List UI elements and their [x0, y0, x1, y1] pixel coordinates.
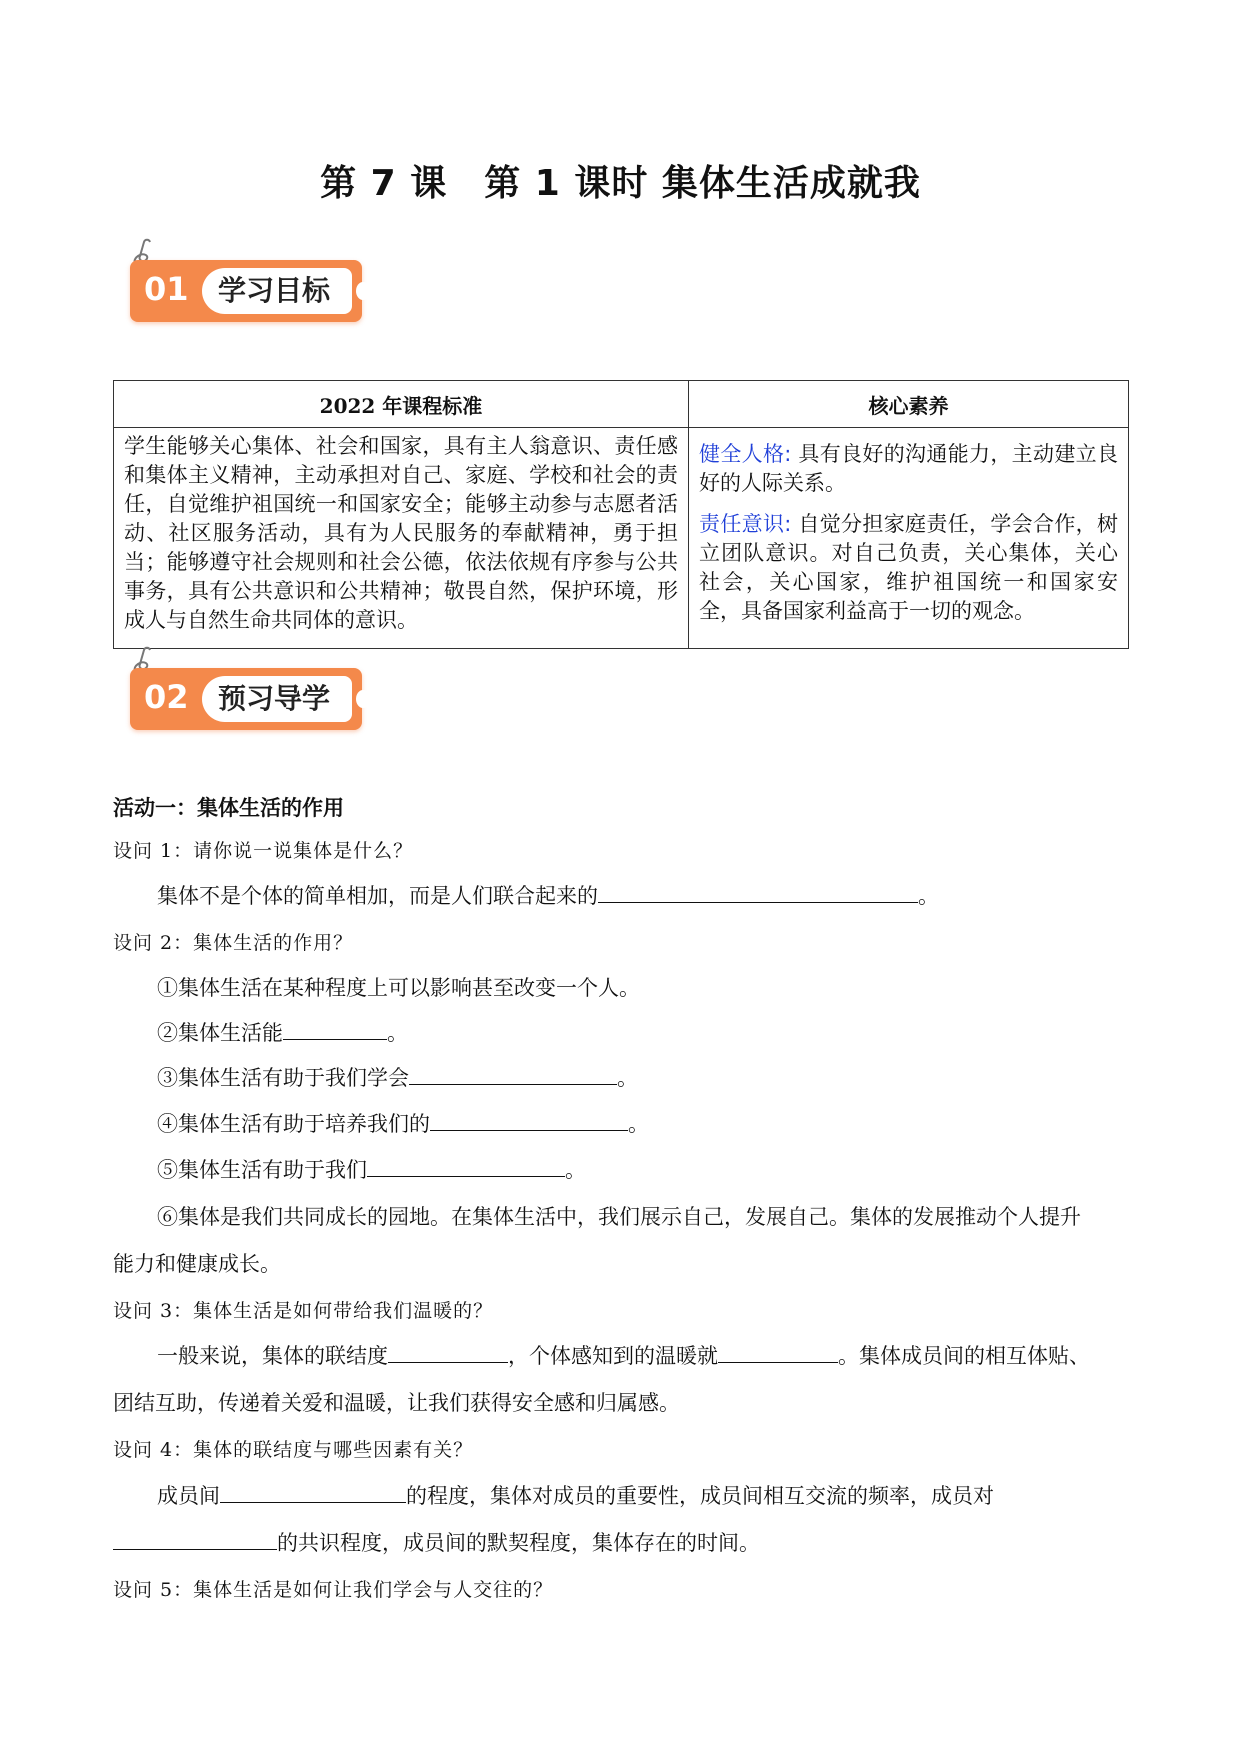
fill-blank [718, 1342, 838, 1363]
answer-text: ④集体生活有助于培养我们的 [157, 1112, 430, 1136]
answer-text: 。 [387, 1021, 408, 1045]
question-3: 设问 3：集体生活是如何带给我们温暖的？ [113, 1300, 494, 1322]
answer-2-6-line1: ⑥集体是我们共同成长的园地。在集体生活中，我们展示自己，发展自己。集体的发展推动个人提升 [157, 1205, 1081, 1229]
section-number: 01 [144, 270, 189, 308]
answer-2-2 [157, 1017, 408, 1047]
answer-2-4 [157, 1108, 649, 1138]
badge-notch [356, 690, 370, 708]
core-literacy-cell [689, 428, 1129, 649]
core-item [699, 440, 1118, 498]
answer-2-5 [157, 1154, 586, 1184]
answer-4-line1 [157, 1480, 994, 1510]
answer-text: 。 [628, 1112, 649, 1136]
question-1: 设问 1：请你说一说集体是什么？ [113, 840, 414, 862]
core-item [699, 510, 1118, 626]
answer-3-line2: 团结互助，传递着关爱和温暖，让我们获得安全感和归属感。 [113, 1391, 680, 1415]
answer-2-3 [157, 1062, 638, 1092]
curriculum-table [113, 380, 1129, 649]
section-badge-box [130, 668, 362, 730]
fill-blank [113, 1529, 277, 1550]
answer-text: 的程度，集体对成员的重要性，成员间相互交流的频率，成员对 [406, 1484, 994, 1508]
page-title: 第 7 课 第 1 课时 集体生活成就我 [320, 163, 921, 204]
fill-blank [409, 1064, 617, 1085]
fill-blank [388, 1342, 508, 1363]
answer-4-line2 [113, 1527, 760, 1557]
table-header-core: 核心素养 [689, 381, 1129, 428]
core-term: 健全人格: [699, 442, 792, 466]
answer-text: 成员间 [157, 1484, 220, 1508]
fill-blank [220, 1482, 406, 1503]
answer-text: 一般来说，集体的联结度 [157, 1344, 388, 1368]
answer-text: ⑤集体生活有助于我们 [157, 1158, 367, 1182]
answer-3-line1 [157, 1340, 1090, 1370]
answer-text: 。 [918, 884, 939, 908]
table-header-standard: 2022 年课程标准 [114, 381, 689, 428]
core-text: 具有良好的沟通能力，主动建立良好的人际关系。 [699, 442, 1118, 495]
activity-heading: 活动一：集体生活的作用 [113, 796, 344, 820]
answer-text: 的共识程度，成员间的默契程度，集体存在的时间。 [277, 1531, 760, 1555]
answer-text: 。 [617, 1066, 638, 1090]
answer-text: ②集体生活能 [157, 1021, 283, 1045]
answer-text: ，个体感知到的温暖就 [508, 1344, 718, 1368]
answer-1 [157, 880, 939, 910]
standard-text: 学生能够关心集体、社会和国家，具有主人翁意识、责任感和集体主义精神，主动承担对自己、家庭、学校和社会的责任，自觉维护祖国统一和国家安全；能够主动参与志愿者活动、社区服务活动，具有为人民服务的奉献精神，勇于担当；能够遵守社会规则和社会公德，依法依规有序参与公共事务，具有公共意识和公共精神；敬畏自然，保护环境，形成人与自然生命共同体的意识。 [114, 428, 689, 649]
question-5: 设问 5：集体生活是如何让我们学会与人交往的？ [113, 1579, 554, 1601]
section-number: 02 [144, 678, 189, 716]
answer-text: 集体不是个体的简单相加，而是人们联合起来的 [157, 884, 598, 908]
fill-blank [283, 1019, 387, 1040]
answer-2-1: ①集体生活在某种程度上可以影响甚至改变一个人。 [157, 976, 640, 1000]
answer-text: ③集体生活有助于我们学会 [157, 1066, 409, 1090]
answer-text: 。集体成员间的相互体贴、 [838, 1344, 1090, 1368]
answer-2-6-line2: 能力和健康成长。 [113, 1252, 281, 1276]
question-4: 设问 4：集体的联结度与哪些因素有关？ [113, 1439, 474, 1461]
core-text: 自觉分担家庭责任，学会合作，树立团队意识。对自己负责，关心集体，关心社会，关心国家，维护祖国统一和国家安全，具备国家利益高于一切的观念。 [699, 512, 1118, 623]
question-2: 设问 2：集体生活的作用？ [113, 932, 354, 954]
section-label: 预习导学 [202, 676, 352, 722]
section-badge-learning-goals [128, 238, 388, 328]
fill-blank [598, 882, 918, 903]
fill-blank [367, 1156, 565, 1177]
table-row [114, 428, 1129, 649]
section-badge-box [130, 260, 362, 322]
fill-blank [430, 1110, 628, 1131]
table-header-row [114, 381, 1129, 428]
badge-notch [356, 282, 370, 300]
core-term: 责任意识: [699, 512, 792, 536]
section-label: 学习目标 [202, 268, 352, 314]
section-badge-preview-guide [128, 646, 388, 736]
answer-text: 。 [565, 1158, 586, 1182]
